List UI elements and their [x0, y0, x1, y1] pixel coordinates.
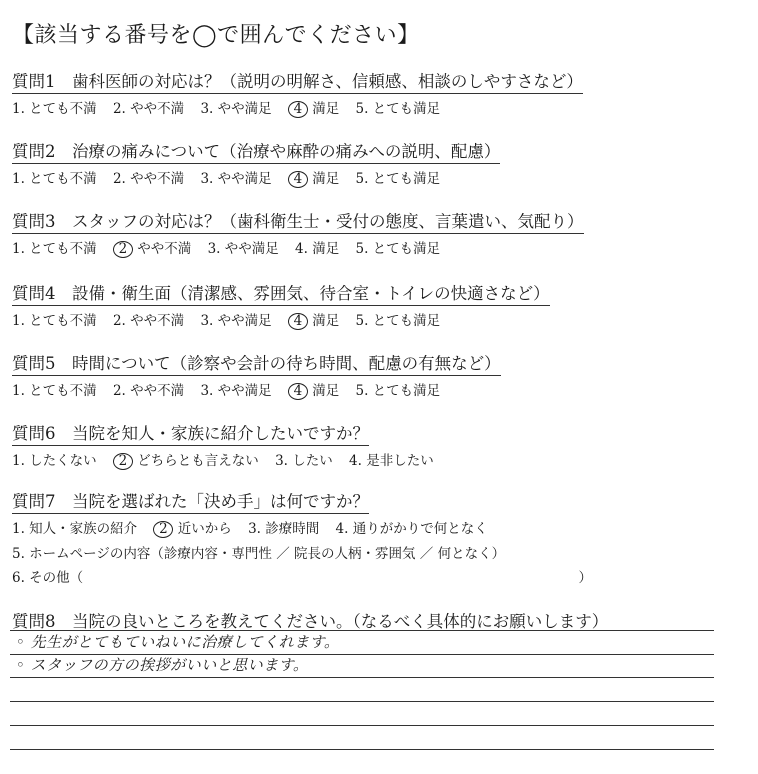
- option-4-selected[interactable]: [288, 171, 339, 187]
- option-4-label: 満足: [312, 313, 340, 329]
- page-title: 【該当する番号を◯で囲んでください】: [12, 23, 420, 48]
- handwritten-answer-2: ◦ スタッフの方の挨拶がいいと思います。: [16, 656, 309, 674]
- option-4-selected[interactable]: [288, 313, 339, 329]
- option-1[interactable]: 1. とても不満: [12, 101, 97, 117]
- option-3[interactable]: 3. したい: [275, 453, 333, 469]
- question-8-title: 質問8 当院の良いところを教えてください。（なるべく具体的にお願いします）: [12, 612, 609, 631]
- option-2-label: どちらとも言えない: [137, 453, 259, 469]
- question-2-title: 質問2 治療の痛みについて（治療や麻酔の痛みへの説明、配慮）: [12, 138, 500, 164]
- option-6-other[interactable]: [12, 566, 592, 586]
- option-2-selected[interactable]: [113, 241, 191, 257]
- option-2-label: 近いから: [177, 521, 232, 537]
- question-2: [12, 138, 500, 188]
- selected-circle: 4: [288, 313, 308, 330]
- question-6: [12, 420, 446, 470]
- option-5[interactable]: 5. とても満足: [355, 383, 441, 399]
- answer-line-1[interactable]: [10, 630, 714, 655]
- answer-line-2[interactable]: [10, 654, 714, 678]
- option-2[interactable]: 2. やや不満: [112, 383, 185, 399]
- option-3[interactable]: 3. やや満足: [200, 313, 272, 329]
- question-4: [12, 280, 550, 330]
- option-5[interactable]: 5. とても満足: [355, 313, 441, 329]
- question-7-line-1: [12, 517, 592, 538]
- question-4-options: [12, 309, 550, 330]
- question-3: [12, 208, 584, 258]
- handwritten-answer-1: ◦ 先生がとてもていねいに治療してくれます。: [16, 633, 340, 651]
- option-3[interactable]: 3. やや満足: [200, 171, 272, 187]
- question-6-options: [12, 449, 446, 470]
- option-2-selected[interactable]: [113, 453, 259, 469]
- option-2-selected[interactable]: [153, 521, 231, 537]
- selected-circle: 4: [288, 101, 308, 118]
- question-1-title: 質問1 歯科医師の対応は？（説明の明解さ、信頼感、相談のしやすさなど）: [12, 68, 583, 94]
- option-6-close: ）: [578, 570, 592, 586]
- selected-circle: 2: [113, 453, 133, 470]
- question-6-title: 質問6 当院を知人・家族に紹介したいですか？: [12, 420, 369, 446]
- option-4-label: 満足: [312, 383, 340, 399]
- option-4-label: 満足: [312, 171, 340, 187]
- option-5[interactable]: 5. とても満足: [355, 171, 441, 187]
- option-1[interactable]: 1. とても不満: [12, 313, 97, 329]
- answer-line-5[interactable]: [10, 726, 714, 750]
- question-5: [12, 350, 501, 400]
- option-1[interactable]: 1. 知人・家族の紹介: [12, 521, 138, 537]
- option-2[interactable]: 2. やや不満: [112, 171, 185, 187]
- option-6-open: 6. その他（: [12, 570, 84, 586]
- option-3[interactable]: 3. 診療時間: [248, 521, 320, 537]
- option-2[interactable]: 2. やや不満: [112, 313, 185, 329]
- option-3[interactable]: 3. やや満足: [200, 101, 272, 117]
- answer-line-3[interactable]: [10, 678, 714, 702]
- question-5-options: [12, 379, 501, 400]
- question-7: [12, 488, 592, 586]
- question-4-title: 質問4 設備・衛生面（清潔感、雰囲気、待合室・トイレの快適さなど）: [12, 280, 550, 306]
- selected-circle: 2: [153, 521, 173, 538]
- option-5[interactable]: 5. とても満足: [355, 241, 441, 257]
- question-3-options: [12, 237, 584, 258]
- option-5[interactable]: 5. とても満足: [355, 101, 441, 117]
- question-7-title: 質問7 当院を選ばれた「決め手」は何ですか？: [12, 488, 369, 514]
- option-2[interactable]: 2. やや不満: [112, 101, 185, 117]
- selected-circle: 4: [288, 383, 308, 400]
- option-4-selected[interactable]: [288, 383, 339, 399]
- option-3[interactable]: 3. やや満足: [207, 241, 279, 257]
- option-1[interactable]: 1. とても不満: [12, 241, 97, 257]
- option-4[interactable]: 4. 是非したい: [349, 453, 434, 469]
- option-3[interactable]: 3. やや満足: [200, 383, 272, 399]
- option-4-label: 満足: [312, 101, 340, 117]
- option-2-label: やや不満: [137, 241, 192, 257]
- option-1[interactable]: 1. とても不満: [12, 383, 97, 399]
- question-2-options: [12, 167, 500, 188]
- option-1[interactable]: 1. したくない: [12, 453, 97, 469]
- selected-circle: 4: [288, 171, 308, 188]
- option-4-selected[interactable]: [288, 101, 339, 117]
- question-1-options: [12, 97, 583, 118]
- option-5[interactable]: 5. ホームページの内容（診療内容・専門性 ／ 院長の人柄・雰囲気 ／ 何となく）: [12, 546, 506, 562]
- answer-line-4[interactable]: [10, 702, 714, 726]
- option-1[interactable]: 1. とても不満: [12, 171, 97, 187]
- selected-circle: 2: [113, 241, 133, 258]
- option-4[interactable]: 4. 通りがかりで何となく: [335, 521, 488, 537]
- question-5-title: 質問5 時間について（診察や会計の待ち時間、配慮の有無など）: [12, 350, 501, 376]
- option-4[interactable]: 4. 満足: [295, 241, 340, 257]
- question-3-title: 質問3 スタッフの対応は？（歯科衛生士・受付の態度、言葉遣い、気配り）: [12, 208, 584, 234]
- question-1: [12, 68, 583, 118]
